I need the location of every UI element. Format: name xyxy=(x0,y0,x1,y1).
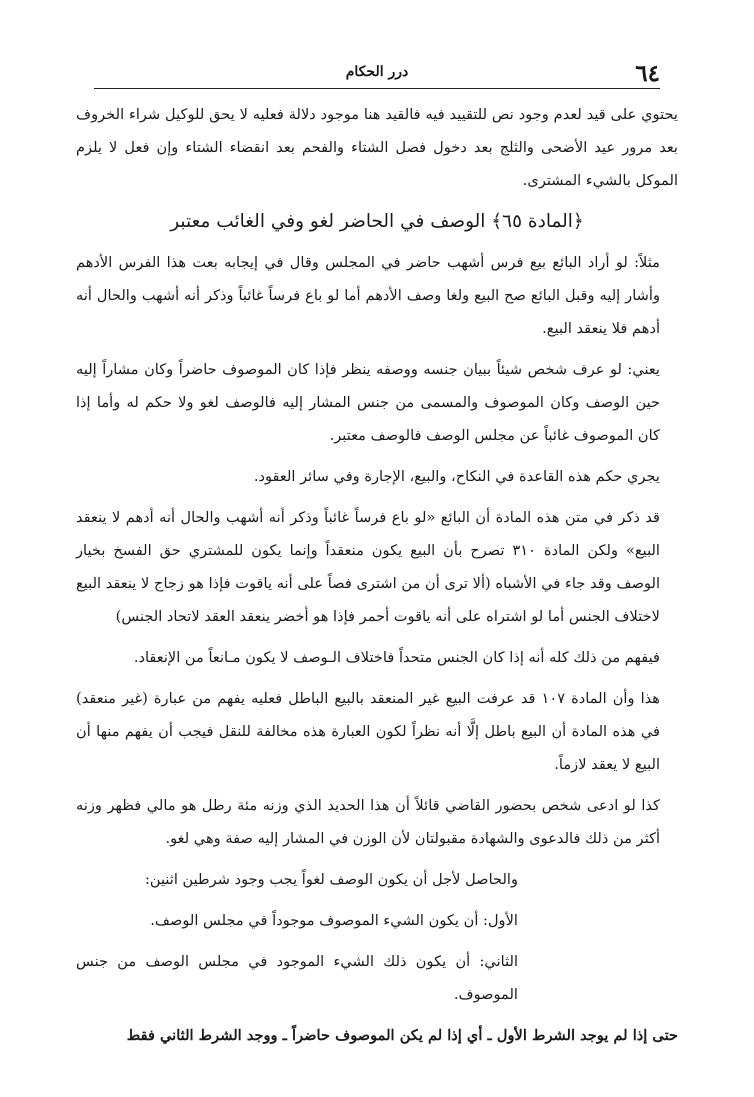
paragraph-meaning: يعني: لو عرف شخص شيئاً ببيان جنسه ووصفه ينظر فإذا كان الموصوف حاضراً وكان مشاراً إليه حين الوصف وكان الموصوف والمسمى من جنس المشار إليه فالوصف لغو ولا حكم له وأما إذا كان الموصوف غائباً عن مجلس الوصف فالوصف معتبر. xyxy=(76,361,660,444)
condition-first: الأول: أن يكون الشيء الموصوف موجوداً في مجلس الوصف. xyxy=(150,912,518,929)
paragraph-article-107: هذا وأن المادة ١٠٧ قد عرفت البيع غير المنعقد بالبيع الباطل فعليه يفهم من عبارة (غير منعقد) في هذه المادة أن البيع باطل إلَّا أنه نظراً لكون العبارة هذه مخالفة للنقل فيجب أن يفهم منها أن البيع لا يعقد لازماً. xyxy=(76,690,661,773)
page-number: ٦٤ xyxy=(635,60,660,87)
paragraph-claim-example: كذا لو ادعى شخص بحضور القاضي قائلاً أن هذا الحديد الذي وزنه مئة رطل هو مالي فظهر وزنه أكثر من ذلك فالدعوى والشهادة مقبولتان لأن الوزن في المشار إليه صفة وهي لغو. xyxy=(76,797,660,847)
paragraph-summary: والحاصل لأجل أن يكون الوصف لغواً يجب وجود شرطين اثنين: xyxy=(144,871,518,888)
running-title: درر الحكام xyxy=(345,64,409,80)
article-heading: ﴿المادة ٦٥﴾ الوصف في الحاضر لغو وفي الغائب معتبر xyxy=(170,211,584,232)
paragraph-conclusion: فيفهم من ذلك كله أنه إذا كان الجنس متحداً فاختلاف الـوصف لا يكون مـانعاً من الإنعقاد. xyxy=(133,649,660,666)
paragraph-discussion: قد ذكر في متن هذه المادة أن البائع «لو باع فرساً غائباً وذكر أنه أشهب والحال أنه أدهم لا ينعقد البيع» ولكن المادة ٣١٠ تصرح بأن البيع يكون منعقداً وإنما يكون للمشتري حق الفسخ بخيار الوصف وقد جاء في الأشباه (ألا ترى أن من اشترى فصاً على أنه ياقوت فإذا هو زجاج لا ينعقد البيع لاختلاف الجنس أما لو اشتراه على أنه ياقوت أحمر فإذا هو أخضر ينعقد العقد لاتحاد الجنس) xyxy=(76,509,660,625)
page-header xyxy=(94,58,660,89)
paragraph-final: حتى إذا لم يوجد الشرط الأول ـ أي إذا لم يكن الموصوف حاضراً ـ ووجد الشرط الثاني فقط xyxy=(126,1027,678,1044)
paragraph-scope: يجري حكم هذه القاعدة في النكاح، والبيع، الإجارة وفي سائر العقود. xyxy=(253,468,660,485)
condition-second: الثاني: أن يكون ذلك الشيء الموجود في مجلس الوصف من جنس الموصوف. xyxy=(76,953,518,1003)
paragraph-continued: يحتوي على قيد لعدم وجود نص للتقييد فيه فالقيد هنا موجود دلالة فعليه لا يحق للوكيل شراء الخروف بعد مرور عيد الأضحى والثلج بعد دخول فصل الشتاء والفحم بعد انقضاء الشتاء وإن فعل لا يلزم الموكل بالشيء المشترى. xyxy=(76,106,678,189)
page-body xyxy=(76,98,678,1060)
paragraph-example: مثلاً: لو أراد البائع بيع فرس أشهب حاضر في المجلس وقال في إيجابه بعت هذا الفرس الأدهم وأشار إليه وقبل البائع صح البيع ولغا وصف الأدهم أما لو باع فرساً غائباً وذكر أنه أشهب والحال أنه أدهم فلا ينعقد البيع. xyxy=(76,254,660,337)
